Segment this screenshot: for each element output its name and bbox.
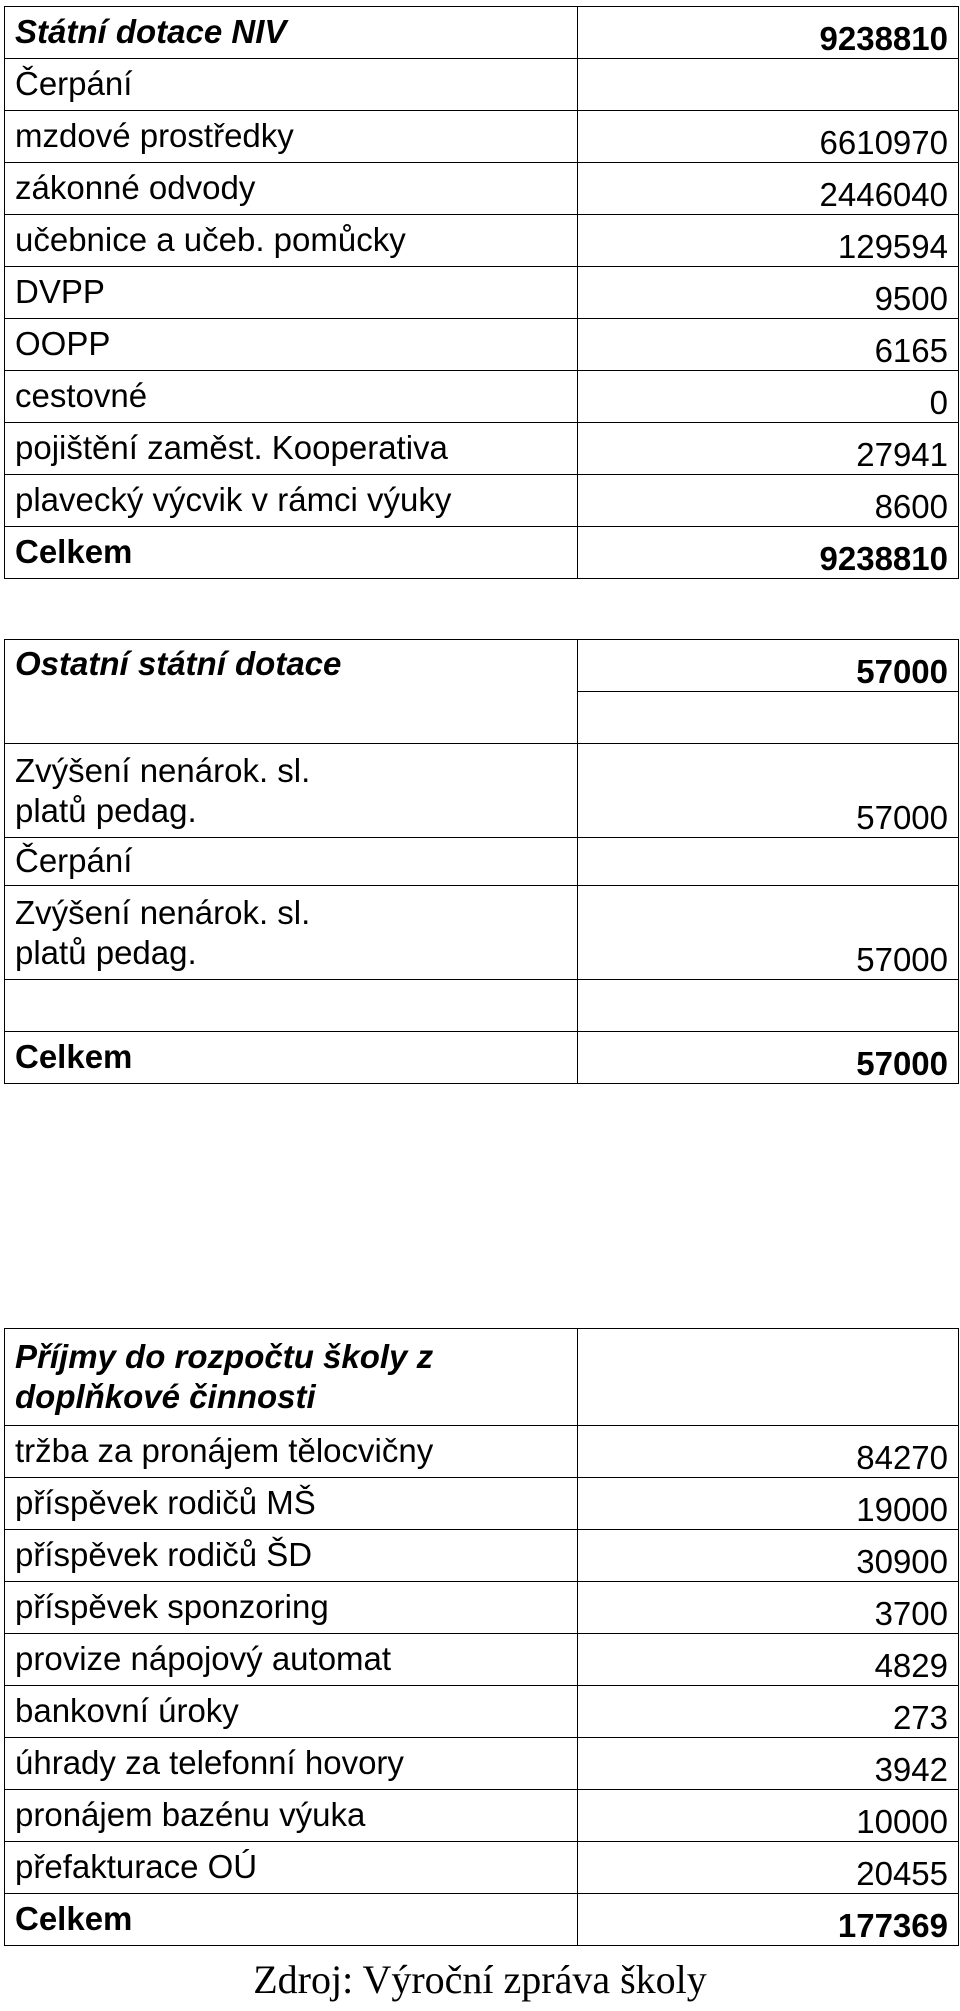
table-row <box>5 1426 959 1478</box>
row-value: 8600 <box>578 475 959 527</box>
table-row <box>5 1478 959 1530</box>
table-row <box>5 371 959 423</box>
table-row <box>5 1738 959 1790</box>
row-value: 20455 <box>578 1842 959 1894</box>
total-value: 177369 <box>578 1894 959 1946</box>
row-label: tržba za pronájem tělocvičny <box>5 1426 578 1478</box>
row-label: Zvýšení nenárok. sl. platů pedag. <box>5 744 578 838</box>
table-heading-label: Příjmy do rozpočtu školy z doplňkové činnosti <box>5 1329 578 1426</box>
table-row <box>5 267 959 319</box>
row-value: 6610970 <box>578 111 959 163</box>
table-row <box>5 1530 959 1582</box>
table-row <box>5 1582 959 1634</box>
table-row <box>5 527 959 579</box>
empty-cell <box>578 980 959 1032</box>
total-label: Celkem <box>5 1032 578 1084</box>
row-label: plavecký výcvik v rámci výuky <box>5 475 578 527</box>
row-value: 273 <box>578 1686 959 1738</box>
table-row <box>5 640 959 692</box>
table-row <box>5 163 959 215</box>
section-subheading: Čerpání <box>5 59 578 111</box>
table-row <box>5 1686 959 1738</box>
table-row <box>5 838 959 886</box>
row-value: 2446040 <box>578 163 959 215</box>
table-row <box>5 1842 959 1894</box>
total-value: 57000 <box>578 1032 959 1084</box>
table-row <box>5 7 959 59</box>
table-row <box>5 1634 959 1686</box>
total-value: 9238810 <box>578 527 959 579</box>
table-row <box>5 319 959 371</box>
row-value: 9500 <box>578 267 959 319</box>
total-label: Celkem <box>5 1894 578 1946</box>
empty-cell <box>5 980 578 1032</box>
row-value: 30900 <box>578 1530 959 1582</box>
row-label: bankovní úroky <box>5 1686 578 1738</box>
row-value: 3700 <box>578 1582 959 1634</box>
empty-cell <box>578 59 959 111</box>
row-label: učebnice a učeb. pomůcky <box>5 215 578 267</box>
row-value: 3942 <box>578 1738 959 1790</box>
empty-cell <box>578 1329 959 1426</box>
table-heading-label: Ostatní státní dotace <box>5 640 578 744</box>
total-label: Celkem <box>5 527 578 579</box>
row-label: úhrady za telefonní hovory <box>5 1738 578 1790</box>
row-value: 84270 <box>578 1426 959 1478</box>
supplementary-income-table <box>4 1328 959 1946</box>
row-label: příspěvek sponzoring <box>5 1582 578 1634</box>
row-label: příspěvek rodičů ŠD <box>5 1530 578 1582</box>
table-row <box>5 423 959 475</box>
table-row <box>5 1329 959 1426</box>
table-row <box>5 886 959 980</box>
row-label: Zvýšení nenárok. sl. platů pedag. <box>5 886 578 980</box>
state-subsidy-table <box>4 6 959 579</box>
row-value: 57000 <box>578 886 959 980</box>
table-row <box>5 744 959 838</box>
table-row <box>5 1790 959 1842</box>
other-subsidy-table <box>4 639 959 1084</box>
empty-cell <box>578 838 959 886</box>
row-value: 129594 <box>578 215 959 267</box>
row-value: 10000 <box>578 1790 959 1842</box>
row-label: OOPP <box>5 319 578 371</box>
source-caption: Zdroj: Výroční zpráva školy <box>253 1957 707 2002</box>
table-heading-value: 9238810 <box>578 7 959 59</box>
row-label: příspěvek rodičů MŠ <box>5 1478 578 1530</box>
row-label: pronájem bazénu výuka <box>5 1790 578 1842</box>
row-label: přefakturace OÚ <box>5 1842 578 1894</box>
table-row <box>5 980 959 1032</box>
row-label: DVPP <box>5 267 578 319</box>
table-heading-label: Státní dotace NIV <box>5 7 578 59</box>
row-label: zákonné odvody <box>5 163 578 215</box>
row-value: 57000 <box>578 744 959 838</box>
table-row <box>5 1032 959 1084</box>
row-label: pojištění zaměst. Kooperativa <box>5 423 578 475</box>
table-row <box>5 59 959 111</box>
row-label: cestovné <box>5 371 578 423</box>
row-value: 6165 <box>578 319 959 371</box>
row-label: provize nápojový automat <box>5 1634 578 1686</box>
table-row <box>5 475 959 527</box>
row-label: mzdové prostředky <box>5 111 578 163</box>
row-value: 27941 <box>578 423 959 475</box>
table-row <box>5 215 959 267</box>
row-value: 19000 <box>578 1478 959 1530</box>
row-value: 0 <box>578 371 959 423</box>
row-value: 4829 <box>578 1634 959 1686</box>
table-row <box>5 111 959 163</box>
table-row <box>5 1894 959 1946</box>
section-subheading: Čerpání <box>5 838 578 886</box>
empty-cell <box>578 692 959 744</box>
table-heading-value: 57000 <box>578 640 959 692</box>
